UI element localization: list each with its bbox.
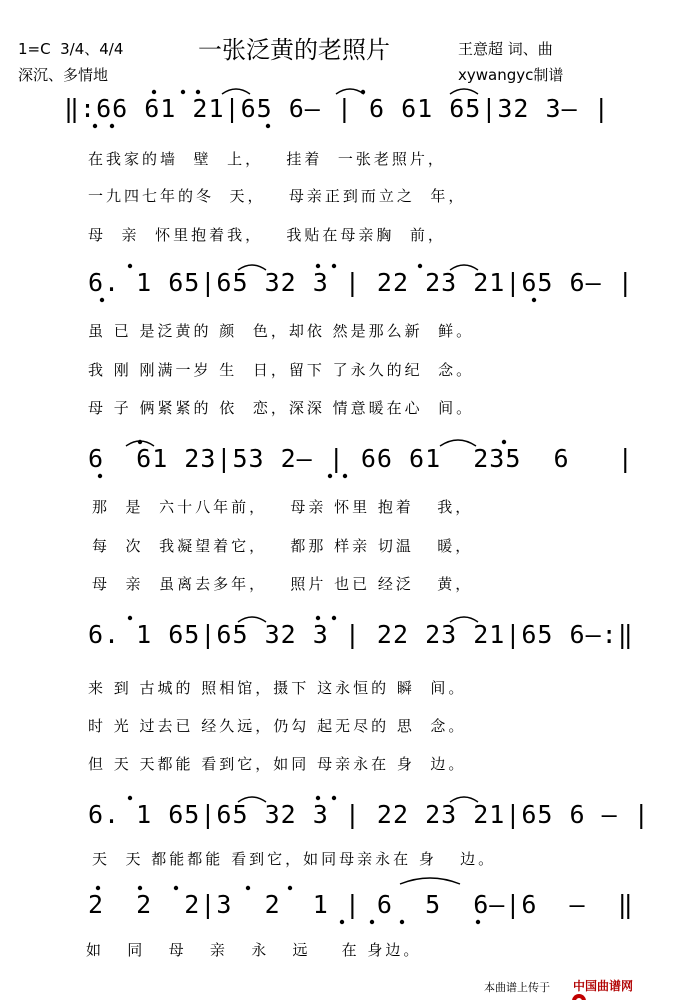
octave-dot: [328, 474, 332, 478]
tie-arc: [450, 797, 478, 802]
octave-dot: [174, 886, 178, 890]
octave-dot: [343, 474, 347, 478]
octave-dot: [316, 264, 320, 268]
octave-dot: [418, 264, 422, 268]
lyric-line-3-2: 每 次 我凝望着它， 都那 样亲 切温 暖，: [92, 537, 474, 555]
octave-dot: [181, 90, 185, 94]
octave-dot: [98, 474, 102, 478]
lyric-line-4-3: 但 天 天都能 看到它，如同 母亲永在 身 边。: [88, 755, 467, 773]
octave-dot: [400, 920, 404, 924]
tie-arc: [238, 617, 266, 622]
octave-dot: [502, 440, 506, 444]
octave-dot: [316, 616, 320, 620]
notation-line-5: 6. 1 65|65 32 3 | 22 23 21|65 6 — |: [88, 800, 650, 829]
octave-dot: [152, 90, 156, 94]
tie-arc: [238, 797, 266, 802]
octave-dot: [340, 920, 344, 924]
octave-dot: [138, 886, 142, 890]
tie-arc: [450, 89, 478, 94]
notation-line-3: 6 61 23|53 2— | 66 61 235 6 |: [88, 444, 634, 473]
lyric-line-3-1: 那 是 六十八年前， 母亲 怀里 抱着 我，: [92, 498, 474, 516]
lyric-line-4-2: 时 光 过去已 经久远，仍勾 起无尽的 思 念。: [88, 717, 467, 735]
lyric-line-1-1: 在我家的墙 壁 上， 挂着 一张老照片，: [88, 150, 446, 168]
tie-arc: [222, 89, 250, 94]
lyric-line-1-3: 母 亲 怀里抱着我， 我贴在母亲胸 前，: [88, 226, 446, 244]
site-name: 中国曲谱网: [573, 979, 634, 993]
lyric-line-2-2: 我 刚 刚满一岁 生 日，留下 了永久的纪 念。: [88, 361, 475, 379]
lyric-line-2-3: 母 子 俩紧紧的 依 恋，深深 情意暖在心 间。: [88, 399, 475, 417]
octave-dot: [196, 90, 200, 94]
octave-dot: [128, 616, 132, 620]
tie-arc: [400, 878, 460, 884]
octave-dot: [110, 124, 114, 128]
lyric-line-4-1: 来 到 古城的 照相馆，摄下 这永恒的 瞬 间。: [88, 679, 467, 697]
octave-dot: [96, 886, 100, 890]
expression-mark: 深沉、多情地: [18, 66, 109, 84]
upload-label: 本曲谱上传于: [484, 981, 550, 994]
octave-dot: [93, 124, 97, 128]
tie-arc: [450, 265, 478, 270]
tie-arc: [450, 617, 478, 622]
tie-arc: [238, 265, 266, 270]
octave-dot: [246, 886, 250, 890]
lyric-line-1-2: 一九四七年的冬 天， 母亲正到而立之 年，: [88, 187, 467, 205]
tie-arc: [336, 89, 364, 94]
octave-dot: [370, 920, 374, 924]
octave-dot: [532, 298, 536, 302]
octave-dot: [128, 796, 132, 800]
notation-line-4: 6. 1 65|65 32 3 | 22 23 21|65 6—:‖: [88, 620, 634, 649]
octave-dot: [476, 920, 480, 924]
lyric-line-3-3: 母 亲 虽离去多年， 照片 也已 经泛 黄，: [92, 575, 474, 593]
tie-arc: [440, 440, 476, 446]
lyric-line-6-1: 如 同 母 亲 永 远 在 身边。: [86, 941, 422, 959]
key-meter: 1=C 3/4、4/4: [18, 40, 124, 58]
octave-dot: [332, 264, 336, 268]
octave-dot: [316, 796, 320, 800]
octave-dot: [332, 796, 336, 800]
lyric-line-5-1: 天 天 都能都能 看到它，如同母亲永在 身 边。: [92, 850, 497, 868]
octave-dot: [128, 264, 132, 268]
octave-dot: [266, 124, 270, 128]
octave-dot: [100, 298, 104, 302]
octave-dot: [288, 886, 292, 890]
notation-line-2: 6. 1 65|65 32 3 | 22 23 21|65 6— |: [88, 268, 634, 297]
authors: 王意超 词、曲: [458, 40, 553, 58]
lyric-line-2-1: 虽 已 是泛黄的 颜 色，却依 然是那么新 鲜。: [88, 322, 475, 340]
octave-dot: [332, 616, 336, 620]
notation-line-6: 2 2 2|3 2 1 | 6 5 6—|6 — ‖: [88, 890, 634, 919]
notation-line-1: ‖:66 61 21|65 6— | 6 61 65|32 3— |: [64, 94, 610, 123]
transcriber: xywangyc制谱: [458, 66, 564, 84]
page-title: 一张泛黄的老照片: [198, 36, 390, 64]
